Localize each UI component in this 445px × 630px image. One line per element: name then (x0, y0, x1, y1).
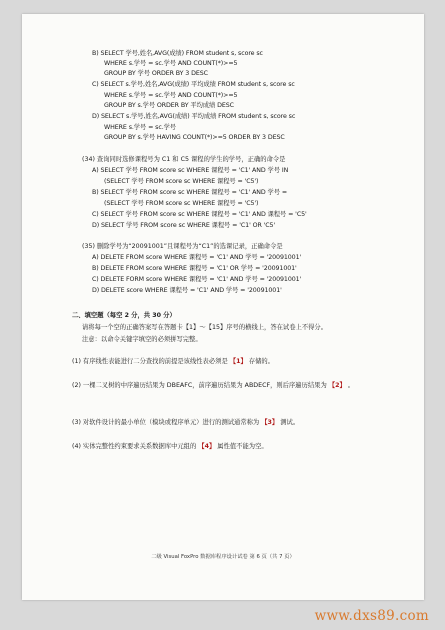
option-line: C) DELETE FORM score WHERE 课程号 = 'C1' AND 学号 = '20091001' (92, 276, 302, 283)
question-stem: (34) 查询同时选修课程号为 C1 和 C5 课程的学生的学号，正确的命令是 (82, 156, 286, 163)
fill-question-text: (1) 有序线性表能进行二分查找的前提是该线性表必须是 (72, 358, 228, 365)
option-line: (SELECT 学号 FROM score sc WHERE 课程号 = 'C5') (104, 178, 259, 185)
fill-question (72, 381, 417, 391)
option-line: A) SELECT 学号 FROM score sc WHERE 课程号 = 'C1' AND 学号 IN (92, 167, 289, 174)
option-line: A) DELETE FROM score WHERE 课程号 = 'C1' AND 学号 = '20091001' (92, 254, 302, 261)
code-line: C) SELECT s.学号,姓名,AVG(成绩) 平均成绩 FROM student s, score sc (92, 81, 295, 88)
page-footer: 二级 Visual FoxPro 数据库程序设计试卷 第 6 页（共 7 页） (151, 554, 295, 560)
fill-question (72, 442, 417, 452)
code-line: WHERE s.学号 = sc.学号 AND COUNT(*)>=5 (104, 60, 238, 67)
fill-question-text: (2) 一棵二叉树的中序遍历结果为 DBEAFC，前序遍历结果为 ABDECF，则后序遍历结果为 (72, 382, 327, 389)
fill-question (72, 418, 417, 428)
fill-question-text: 存储的。 (248, 358, 274, 365)
option-line: D) DELETE score WHERE 课程号 = 'C1' AND 学号 = '20091001' (92, 287, 282, 294)
section-title: 二、填空题（每空 2 分，共 30 分） (72, 312, 176, 319)
option-line: B) SELECT 学号 FROM score sc WHERE 课程号 = 'C1' AND 学号 = (92, 189, 288, 196)
fill-question-text: (3) 对软件设计的最小单位（模块或程序单元）进行的测试通常称为 (72, 419, 260, 426)
code-line: WHERE s.学号 = sc.学号 (104, 124, 176, 131)
answer-blank: 【1】 (229, 358, 247, 365)
fill-question-text: 。 (347, 382, 355, 389)
code-line: B) SELECT 学号,姓名,AVG(成绩) FROM student s, score sc (92, 50, 263, 57)
code-line: GROUP BY 学号 ORDER BY 3 DESC (104, 70, 208, 77)
answer-blank: 【2】 (328, 382, 346, 389)
section-instruction: 请将每一个空的正确答案写在答题卡【1】～【15】序号的横线上，答在试卷上不得分。 (82, 324, 328, 331)
code-line: GROUP BY s.学号 ORDER BY 平均成绩 DESC (104, 102, 234, 109)
fill-question-text: 属性值不能为空。 (217, 443, 268, 450)
code-line: GROUP BY s.学号 HAVING COUNT(*)>=5 ORDER BY 3 DESC (104, 134, 285, 141)
option-line: (SELECT 学号 FROM score sc WHERE 课程号 = 'C5') (104, 200, 259, 207)
fill-question-text: (4) 实体完整性约束要求关系数据库中元组的 (72, 443, 197, 450)
option-line: D) SELECT 学号 FROM score sc WHERE 课程号 = 'C1' OR 'C5' (92, 222, 276, 229)
answer-blank: 【3】 (261, 419, 279, 426)
fill-question (72, 357, 417, 367)
code-line: WHERE s.学号 = sc.学号 AND COUNT(*)>=5 (104, 92, 238, 99)
answer-blank: 【4】 (198, 443, 216, 450)
option-line: B) DELETE FROM score WHERE 课程号 = 'C1' OR 学号 = '20091001' (92, 265, 297, 272)
site-watermark: www.dxs89.com (314, 608, 429, 624)
fill-question-text: 测试。 (280, 419, 300, 426)
section-instruction: 注意：以命令关键字填空的必须拼写完整。 (82, 336, 202, 343)
option-line: C) SELECT 学号 FROM score sc WHERE 课程号 = 'C1' AND 课程号 = 'C5' (92, 211, 307, 218)
exam-page (22, 14, 424, 600)
question-stem: (35) 删除学号为“20091001”且课程号为“C1”的选课记录，正确命令是 (82, 243, 283, 250)
code-line: D) SELECT s.学号,姓名,AVG(成绩) 平均成绩 FROM student s, score sc (92, 113, 296, 120)
